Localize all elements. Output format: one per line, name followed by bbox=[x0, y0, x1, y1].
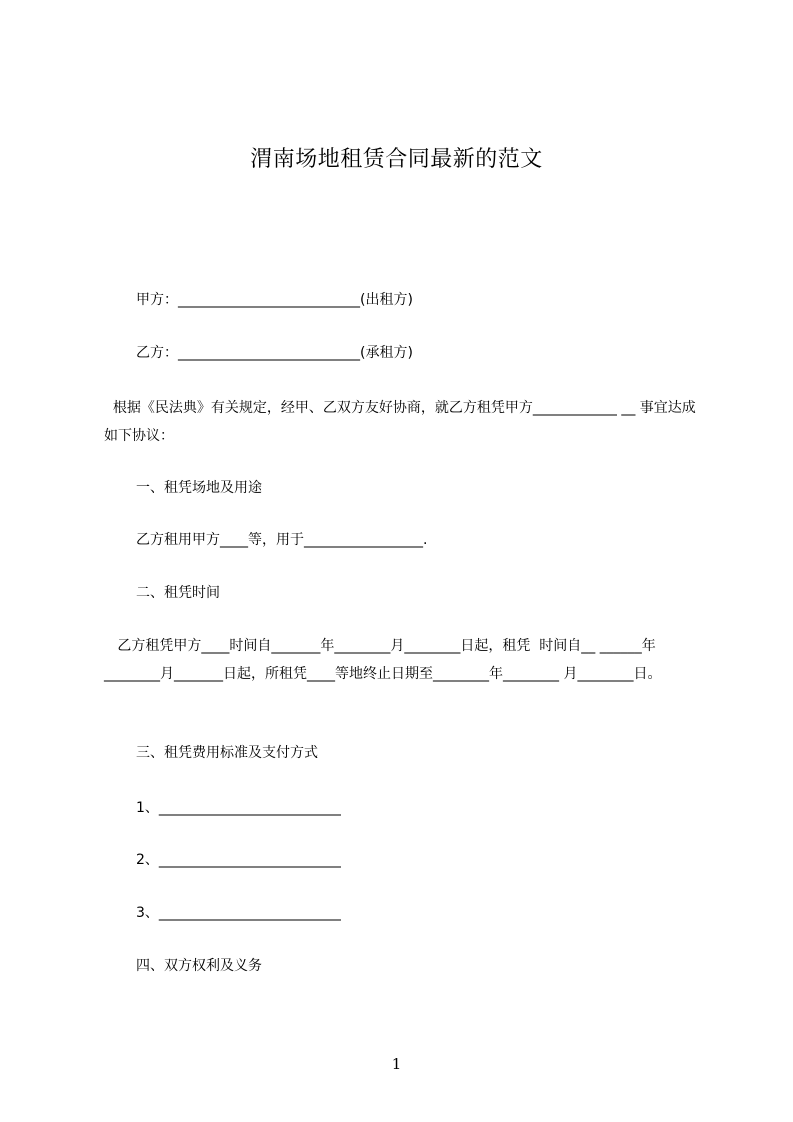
section3-item-1: 1、__________________________ bbox=[136, 800, 341, 816]
section2-heading: 二、租凭时间 bbox=[136, 585, 220, 601]
section3-item-2: 2、__________________________ bbox=[136, 852, 341, 868]
party-a-line: 甲方：__________________________(出租方) bbox=[136, 292, 413, 308]
document-title: 渭南场地租赁合同最新的范文 bbox=[250, 147, 543, 172]
section1-body: 乙方租用甲方____等，用于_________________. bbox=[136, 532, 428, 548]
page-number: 1 bbox=[391, 1055, 402, 1073]
section3-heading: 三、租凭费用标准及支付方式 bbox=[136, 745, 318, 761]
section1-heading: 一、租凭场地及用途 bbox=[136, 480, 262, 496]
section2-body: 乙方租凭甲方____时间自_______年________月________日起，租凭 时间自__ ______年________月_______日起，所租凭____等地终止日期至________年________ 月________日。 bbox=[104, 638, 662, 682]
party-b-line: 乙方：__________________________(承租方) bbox=[136, 345, 413, 361]
section4-heading: 四、双方权利及义务 bbox=[136, 958, 262, 974]
preamble-paragraph: 根据《民法典》有关规定，经甲、乙双方友好协商，就乙方租凭甲方____________ __ 事宜达成如下协议： bbox=[104, 400, 696, 444]
section3-item-3: 3、__________________________ bbox=[136, 905, 341, 921]
